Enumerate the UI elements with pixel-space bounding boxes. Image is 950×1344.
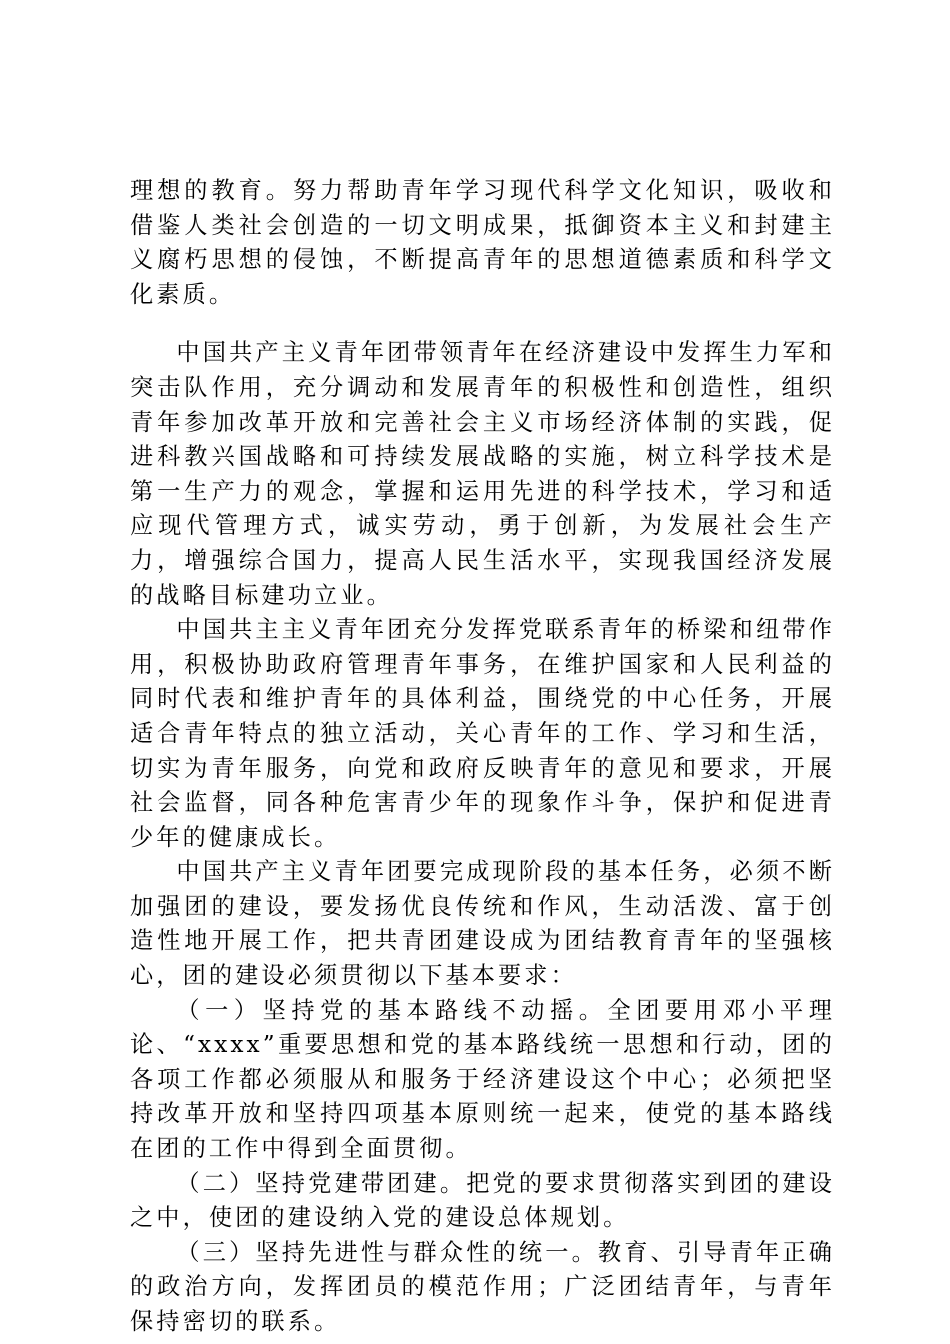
paragraph-bridge-role: 中国共主主义青年团充分发挥党联系青年的桥梁和纽带作用，积极协助政府管理青年事务，在维护国家和人民利益的同时代表和维护青年的具体利益，围绕党的中心任务，开展适合青年特点的独立活动，关心青年的工作、学习和生活，切实为青年服务，向党和政府反映青年的意见和要求，开展社会监督，同各种危害青少年的现象作斗争，保护和促进青少年的健康成长。: [130, 616, 835, 851]
paragraph-requirement-3: （三）坚持先进性与群众性的统一。教育、引导青年正确的政治方向，发挥团员的模范作用；广泛团结青年，与青年保持密切的联系。: [130, 1238, 835, 1335]
paragraph-ideal-education: 理想的教育。努力帮助青年学习现代科学文化知识，吸收和借鉴人类社会创造的一切文明成果，抵御资本主义和封建主义腐朽思想的侵蚀，不断提高青年的思想道德素质和科学文化素质。: [130, 177, 835, 308]
paragraph-requirement-2: （二）坚持党建带团建。把党的要求贯彻落实到团的建设之中，使团的建设纳入党的建设总体规划。: [130, 1169, 835, 1232]
paragraph-basic-requirements: 中国共产主义青年团要完成现阶段的基本任务，必须不断加强团的建设，要发扬优良传统和作风，生动活泼、富于创造性地开展工作，把共青团建设成为团结教育青年的坚强核心，团的建设必须贯彻以下基本要求：: [130, 858, 835, 990]
document-page: [130, 174, 835, 1340]
paragraph-economic-construction: 中国共产主义青年团带领青年在经济建设中发挥生力军和突击队作用，充分调动和发展青年的积极性和创造性，组织青年参加改革开放和完善社会主义市场经济体制的实践，促进科教兴国战略和可持续发展战略的实施，树立科学技术是第一生产力的观念，掌握和运用先进的科学技术，学习和适应现代管理方式，诚实劳动，勇于创新，为发展社会生产力，增强综合国力，提高人民生活水平，实现我国经济发展的战略目标建功立业。: [130, 339, 835, 609]
paragraph-requirement-1: （一）坚持党的基本路线不动摇。全团要用邓小平理论、“xxxx”重要思想和党的基本路线统一思想和行动，团的各项工作都必须服从和服务于经济建设这个中心；必须把坚持改革开放和坚持四项基本原则统一起来，使党的基本路线在团的工作中得到全面贯彻。: [130, 996, 835, 1163]
